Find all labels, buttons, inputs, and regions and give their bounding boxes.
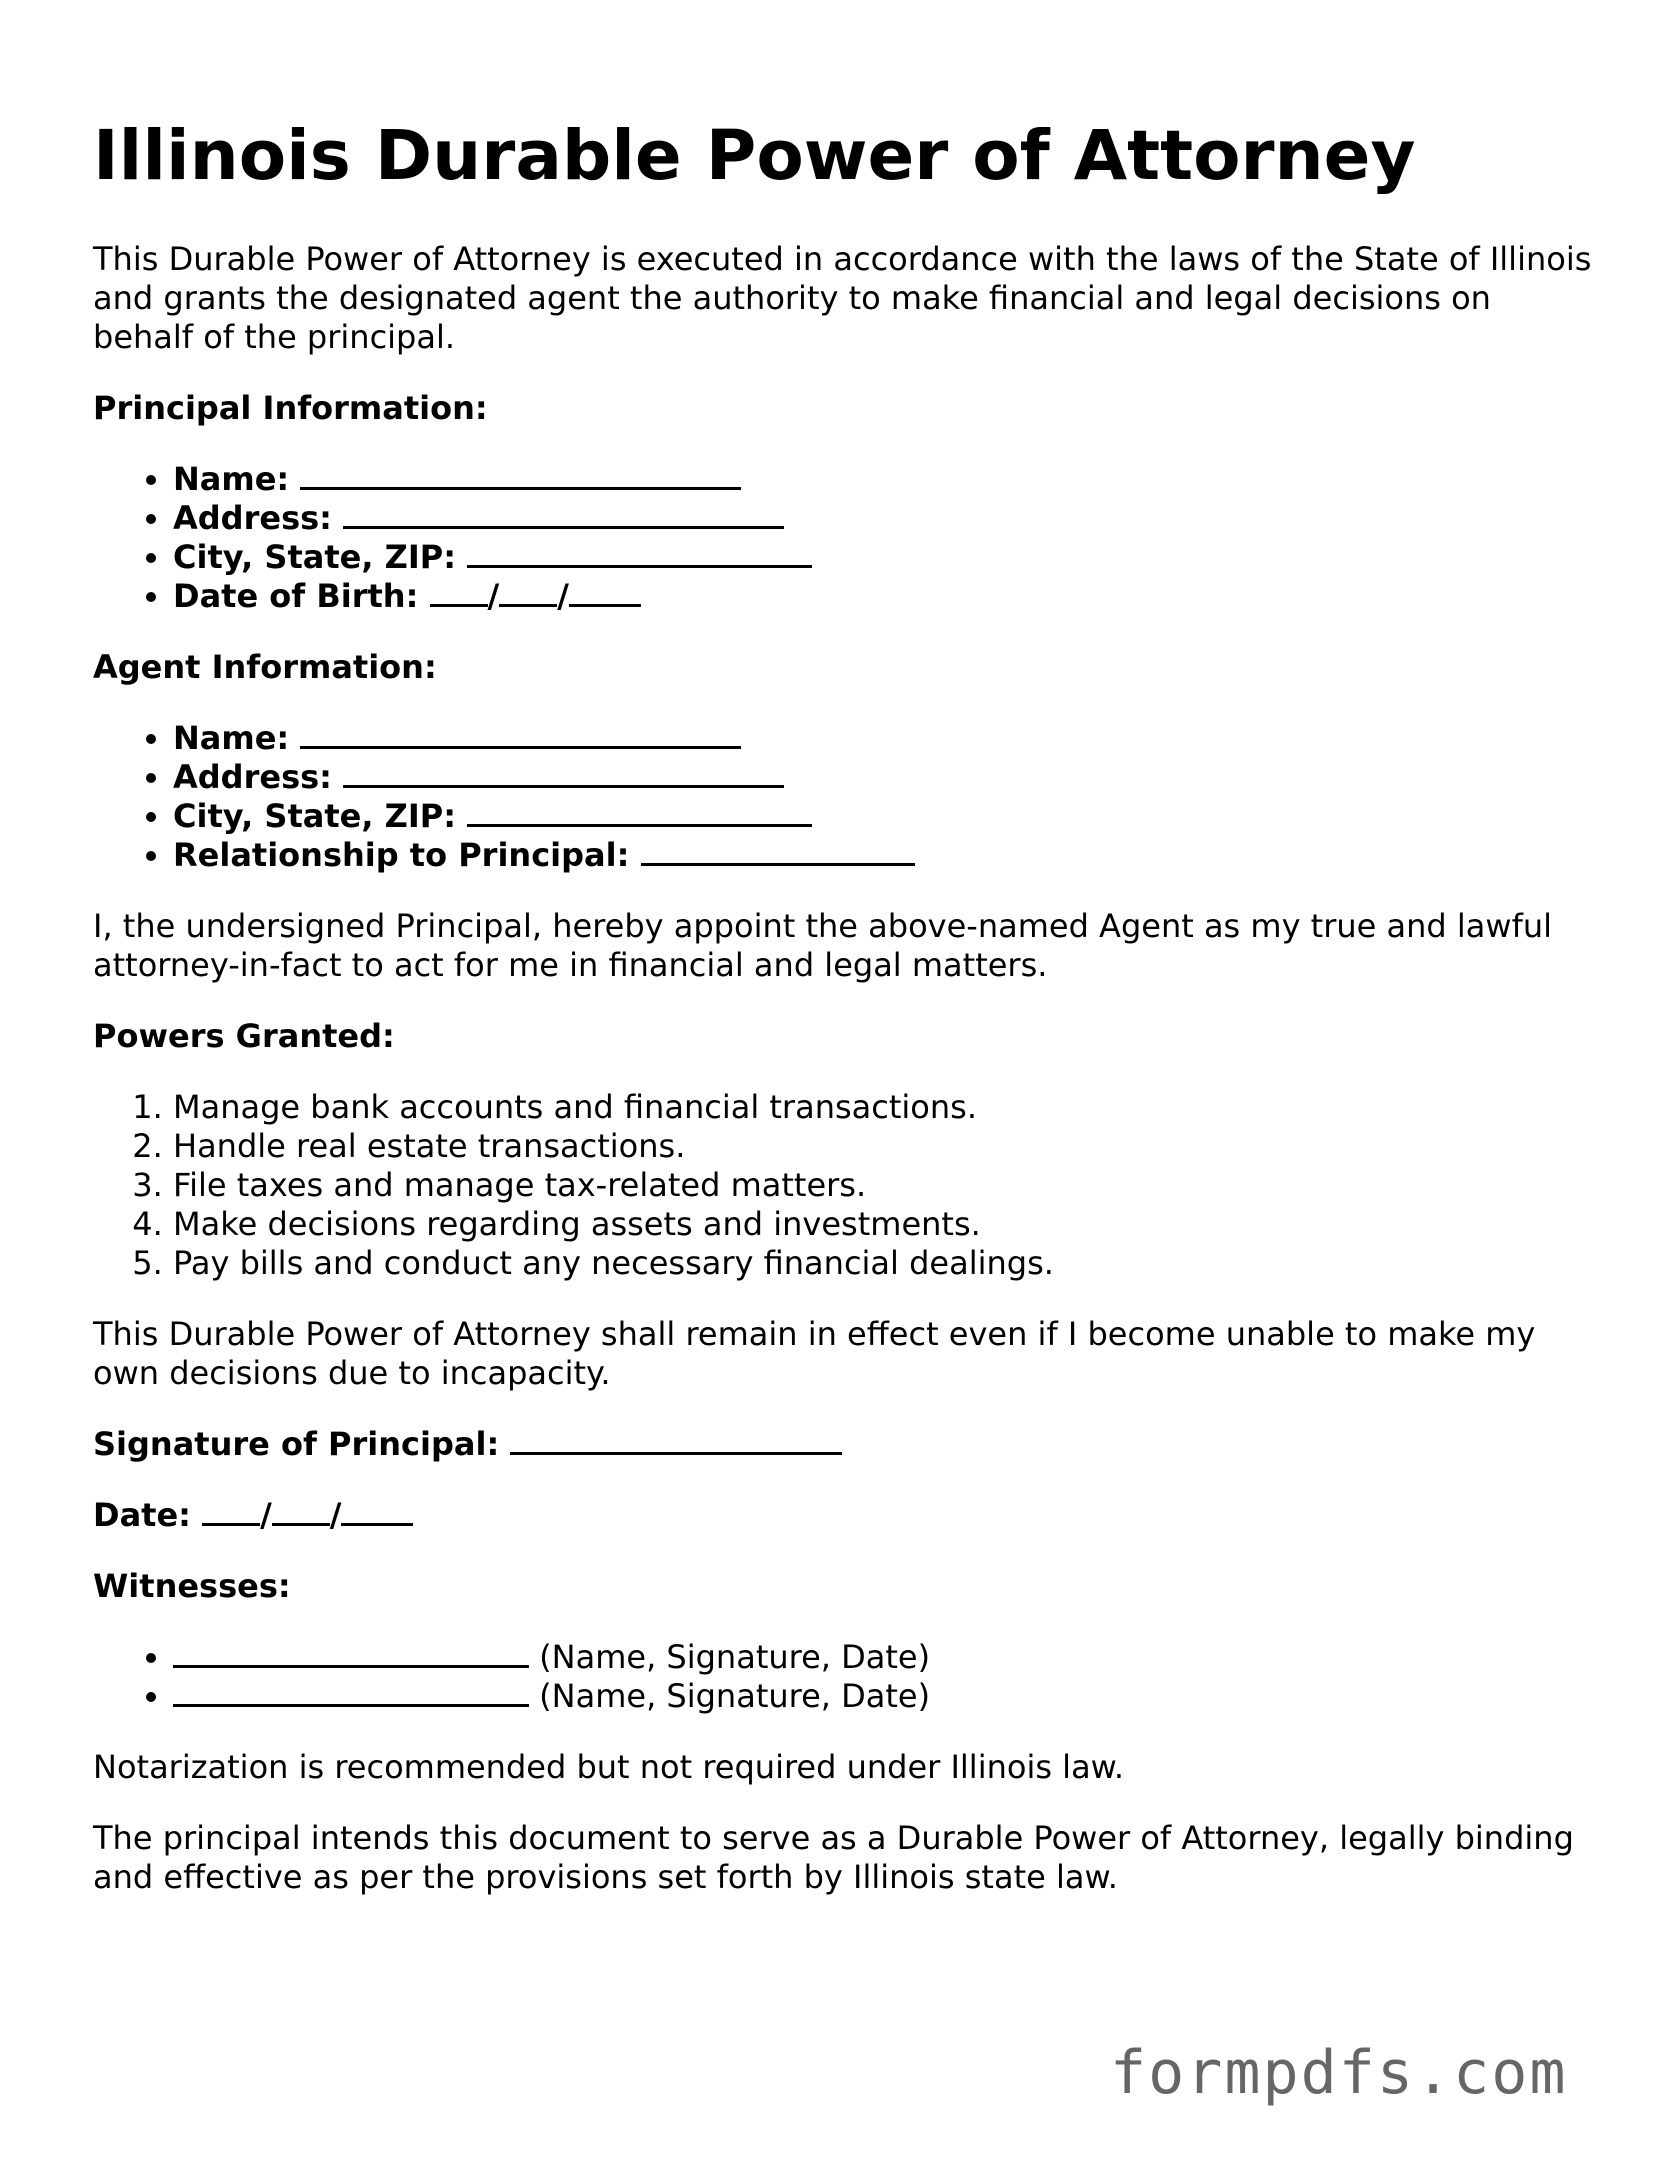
agent-heading: Agent Information: (93, 648, 437, 686)
power-item: 1. Manage bank accounts and financial transactions. (173, 1088, 1593, 1127)
witness-blank[interactable] (173, 1678, 529, 1707)
intro-paragraph: This Durable Power of Attorney is executed in accordance with the laws of the State of Illinois and grants the designated agent the authority to make financial and legal decisions on behalf of the principal. (93, 240, 1592, 356)
date-separator: / (557, 577, 569, 615)
durability-paragraph: This Durable Power of Attorney shall remain in effect even if I become unable to make my own decisions due to incapacity. (93, 1315, 1536, 1392)
appointment-paragraph: I, the undersigned Principal, hereby appoint the above-named Agent as my true and lawful attorney-in-fact to act for me in financial and legal matters. (93, 907, 1552, 984)
agent-fields (93, 719, 1593, 875)
witness-caption: (Name, Signature, Date) (539, 1638, 931, 1676)
principal-address-field (173, 499, 1593, 538)
principal-address-blank[interactable] (343, 500, 784, 529)
principal-name-field (173, 460, 1593, 499)
powers-heading: Powers Granted: (93, 1017, 395, 1055)
signature-blank[interactable] (510, 1426, 842, 1455)
power-item: 5. Pay bills and conduct any necessary financial dealings. (173, 1244, 1593, 1283)
principal-city-field (173, 538, 1593, 577)
witness-item (173, 1677, 1593, 1716)
principal-dob-label: Date of Birth: (173, 577, 419, 615)
power-item: 4. Make decisions regarding assets and investments. (173, 1205, 1593, 1244)
witness-blank[interactable] (173, 1639, 529, 1668)
agent-city-blank[interactable] (467, 798, 812, 827)
signature-label: Signature of Principal: (93, 1425, 500, 1463)
agent-relationship-field (173, 836, 1593, 875)
notarization-paragraph: Notarization is recommended but not required under Illinois law. (93, 1748, 1125, 1786)
witnesses-list (93, 1638, 1593, 1716)
agent-relationship-label: Relationship to Principal: (173, 836, 630, 874)
principal-city-blank[interactable] (467, 539, 812, 568)
witnesses-heading: Witnesses: (93, 1567, 291, 1605)
watermark: formpdfs.com (1110, 2038, 1568, 2108)
principal-fields (93, 460, 1593, 616)
date-month-blank[interactable] (202, 1497, 260, 1526)
principal-name-label: Name: (173, 460, 290, 498)
document-page (93, 112, 1593, 1897)
principal-dob-month-blank[interactable] (430, 578, 488, 607)
date-separator: / (329, 1496, 342, 1534)
agent-city-label: City, State, ZIP: (173, 797, 457, 835)
power-item: 3. File taxes and manage tax-related matters. (173, 1166, 1593, 1205)
witness-caption: (Name, Signature, Date) (539, 1677, 931, 1715)
witness-item (173, 1638, 1593, 1677)
principal-dob-field (173, 577, 1593, 616)
date-separator: / (260, 1496, 272, 1534)
date-separator: / (487, 577, 500, 615)
principal-dob-year-blank[interactable] (569, 578, 641, 607)
agent-name-blank[interactable] (300, 720, 741, 749)
document-title: Illinois Durable Power of Attorney (93, 116, 1416, 196)
principal-name-blank[interactable] (300, 461, 741, 490)
agent-address-blank[interactable] (343, 759, 784, 788)
date-line (93, 1496, 1593, 1535)
agent-address-label: Address: (173, 758, 332, 796)
powers-list (93, 1088, 1593, 1283)
date-day-blank[interactable] (272, 1497, 330, 1526)
date-year-blank[interactable] (341, 1497, 413, 1526)
principal-city-label: City, State, ZIP: (173, 538, 457, 576)
agent-name-field (173, 719, 1593, 758)
agent-relationship-blank[interactable] (641, 837, 915, 866)
power-item: 2. Handle real estate transactions. (173, 1127, 1593, 1166)
principal-heading: Principal Information: (93, 389, 488, 427)
closing-paragraph: The principal intends this document to serve as a Durable Power of Attorney, legally binding and effective as per the provisions set forth by Illinois state law. (93, 1819, 1574, 1896)
signature-line (93, 1425, 1593, 1464)
principal-dob-day-blank[interactable] (499, 578, 557, 607)
agent-address-field (173, 758, 1593, 797)
date-label: Date: (93, 1496, 191, 1534)
agent-name-label: Name: (173, 719, 290, 757)
agent-city-field (173, 797, 1593, 836)
principal-address-label: Address: (173, 499, 332, 537)
